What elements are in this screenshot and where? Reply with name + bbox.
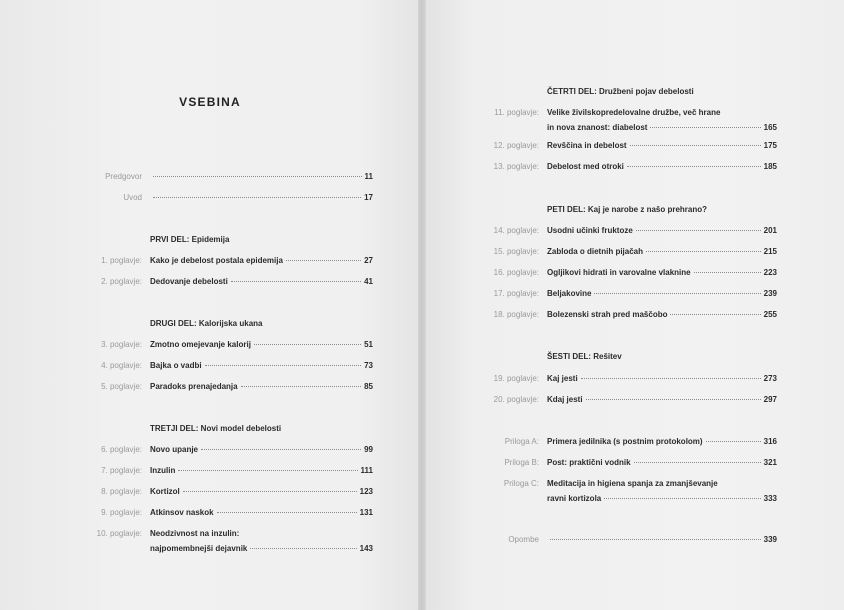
- toc-page-number: 201: [763, 226, 777, 235]
- book-gutter: [418, 0, 426, 610]
- toc-entry-label: Opombe: [508, 535, 539, 544]
- toc-page-number: 73: [364, 361, 373, 370]
- toc-entry-title: Kaj jesti: [547, 374, 578, 383]
- toc-page-number: 223: [763, 268, 777, 277]
- toc-page-number: 99: [364, 445, 373, 454]
- toc-entry-label: Uvod: [123, 193, 142, 202]
- toc-entry-label: Priloga B:: [504, 458, 539, 467]
- toc-entry-notes[interactable]: [508, 534, 777, 545]
- toc-entry-label: Predgovor: [105, 172, 142, 181]
- toc-entry-predgovor[interactable]: [105, 171, 373, 182]
- toc-entry-title: Kako je debelost postala epidemija: [150, 256, 283, 265]
- toc-entry-chapter-14[interactable]: [493, 225, 777, 236]
- toc-page-number: 11: [364, 172, 373, 181]
- toc-page-number: 185: [763, 162, 777, 171]
- toc-entry-title: Primera jedilnika (s postnim protokolom): [547, 437, 703, 446]
- part-heading-5: PETI DEL: Kaj je narobe z našo prehrano?: [547, 205, 708, 214]
- toc-entry-label: 10. poglavje:: [96, 529, 142, 538]
- toc-entry-label: 7. poglavje:: [101, 466, 142, 475]
- toc-page-number: 339: [763, 535, 777, 544]
- toc-entry-label: 15. poglavje:: [493, 247, 539, 256]
- toc-entry-title: Dedovanje debelosti: [150, 277, 228, 286]
- toc-entry-title: Atkinsov naskok: [150, 508, 214, 517]
- toc-entry-title: Beljakovine: [547, 289, 592, 298]
- toc-page-number: 143: [359, 544, 373, 553]
- toc-entry-chapter-3[interactable]: [101, 339, 373, 350]
- toc-entry-label: 13. poglavje:: [493, 162, 539, 171]
- toc-entry-title: Kortizol: [150, 487, 180, 496]
- toc-entry-chapter-19[interactable]: [493, 373, 777, 384]
- toc-entry-title: Debelost med otroki: [547, 162, 624, 171]
- toc-entry-label: 3. poglavje:: [101, 340, 142, 349]
- toc-entry-title: Ogljikovi hidrati in varovalne vlaknine: [547, 268, 691, 277]
- toc-entry-label: 2. poglavje:: [101, 277, 142, 286]
- toc-entry-label: 19. poglavje:: [493, 374, 539, 383]
- toc-entry-chapter-18[interactable]: [493, 309, 777, 320]
- toc-page-number: 297: [763, 395, 777, 404]
- toc-page-number: 51: [364, 340, 373, 349]
- toc-page-number: 175: [763, 141, 777, 150]
- toc-entry-chapter-8[interactable]: [101, 486, 373, 497]
- toc-entry-title: Novo upanje: [150, 445, 199, 454]
- toc-entry-title: Meditacija in higiena spanja za zmanjševanje: [547, 479, 718, 488]
- toc-entry-label: 20. poglavje:: [493, 395, 539, 404]
- toc-entry-chapter-9[interactable]: [101, 507, 373, 518]
- toc-entry-chapter-20[interactable]: [493, 394, 777, 405]
- toc-entry-chapter-7[interactable]: [101, 465, 373, 476]
- toc-entry-chapter-16[interactable]: [493, 267, 777, 278]
- toc-entry-title: Velike živilskopredelovalne družbe, več hrane: [547, 108, 721, 117]
- toc-page-number: 333: [763, 494, 777, 503]
- toc-entry-chapter-2[interactable]: [101, 276, 373, 287]
- toc-entry-title: Paradoks prenajedanja: [150, 382, 238, 391]
- toc-entry-title: Neodzivnost na inzulin:: [150, 529, 240, 538]
- toc-page-number: 165: [763, 123, 777, 132]
- toc-page-number: 255: [763, 310, 777, 319]
- toc-entry-label: 11. poglavje:: [494, 108, 539, 117]
- toc-entry-chapter-5[interactable]: [101, 381, 373, 392]
- toc-entry-title: Zmotno omejevanje kalorij: [150, 340, 251, 349]
- left-page: [0, 0, 420, 610]
- toc-entry-label: 16. poglavje:: [493, 268, 539, 277]
- toc-entry-label: 8. poglavje:: [101, 487, 142, 496]
- toc-entry-appendix-b[interactable]: [504, 457, 777, 468]
- toc-entry-title: in nova znanost: diabelost: [547, 123, 648, 132]
- toc-entry-chapter-13[interactable]: [493, 161, 777, 172]
- toc-entry-title: Kdaj jesti: [547, 395, 583, 404]
- toc-entry-label: 5. poglavje:: [101, 382, 142, 391]
- toc-page-number: 215: [763, 247, 777, 256]
- toc-page-number: 131: [359, 508, 373, 517]
- part-heading-3: TRETJI DEL: Novi model debelosti: [150, 424, 282, 433]
- toc-entry-chapter-12[interactable]: [493, 140, 777, 151]
- toc-entry-appendix-c[interactable]: [503, 478, 777, 504]
- toc-entry-label: 6. poglavje:: [101, 445, 142, 454]
- toc-entry-chapter-10[interactable]: [96, 528, 373, 554]
- toc-entry-label: 1. poglavje:: [101, 256, 142, 265]
- toc-entry-uvod[interactable]: [123, 192, 373, 203]
- toc-entry-title: Revščina in debelost: [547, 141, 627, 150]
- toc-entry-label: 18. poglavje:: [493, 310, 539, 319]
- toc-page-number: 316: [763, 437, 777, 446]
- toc-entry-title: najpomembnejši dejavnik: [150, 544, 248, 553]
- toc-page-number: 41: [364, 277, 373, 286]
- toc-entry-chapter-1[interactable]: [101, 255, 373, 266]
- toc-page-number: 273: [763, 374, 777, 383]
- toc-entry-label: 4. poglavje:: [101, 361, 142, 370]
- toc-entry-title: Bajka o vadbi: [150, 361, 202, 370]
- part-heading-1: PRVI DEL: Epidemija: [150, 235, 230, 244]
- toc-title: VSEBINA: [179, 95, 241, 109]
- toc-entry-label: 14. poglavje:: [493, 226, 539, 235]
- toc-page-number: 27: [364, 256, 373, 265]
- toc-page-number: 17: [364, 193, 373, 202]
- toc-page-number: 321: [763, 458, 777, 467]
- toc-entry-chapter-11[interactable]: [494, 107, 777, 133]
- part-heading-6: ŠESTI DEL: Rešitev: [547, 352, 622, 361]
- toc-entry-label: Priloga C:: [503, 479, 539, 488]
- toc-entry-label: Priloga A:: [504, 437, 539, 446]
- toc-entry-title: Zabloda o dietnih pijačah: [547, 247, 644, 256]
- part-heading-4: ČETRTI DEL: Družbeni pojav debelosti: [547, 87, 694, 96]
- toc-entry-label: 17. poglavje:: [493, 289, 539, 298]
- toc-page-number: 239: [763, 289, 777, 298]
- toc-entry-title: ravni kortizola: [547, 494, 602, 503]
- toc-page-number: 123: [359, 487, 373, 496]
- toc-entry-chapter-15[interactable]: [493, 246, 777, 257]
- toc-entry-appendix-a[interactable]: [504, 436, 777, 447]
- toc-entry-title: Usodni učinki fruktoze: [547, 226, 633, 235]
- toc-entry-chapter-17[interactable]: [493, 288, 777, 299]
- toc-page-number: 111: [360, 466, 373, 475]
- toc-entry-chapter-4[interactable]: [101, 360, 373, 371]
- toc-entry-title: Post: praktični vodnik: [547, 458, 631, 467]
- toc-page-number: 85: [364, 382, 373, 391]
- toc-entry-title: Inzulin: [150, 466, 176, 475]
- toc-entry-label: 12. poglavje:: [493, 141, 539, 150]
- toc-entry-label: 9. poglavje:: [101, 508, 142, 517]
- part-heading-2: DRUGI DEL: Kalorijska ukana: [150, 319, 263, 328]
- toc-entry-chapter-6[interactable]: [101, 444, 373, 455]
- toc-entry-title: Bolezenski strah pred maščobo: [547, 310, 668, 319]
